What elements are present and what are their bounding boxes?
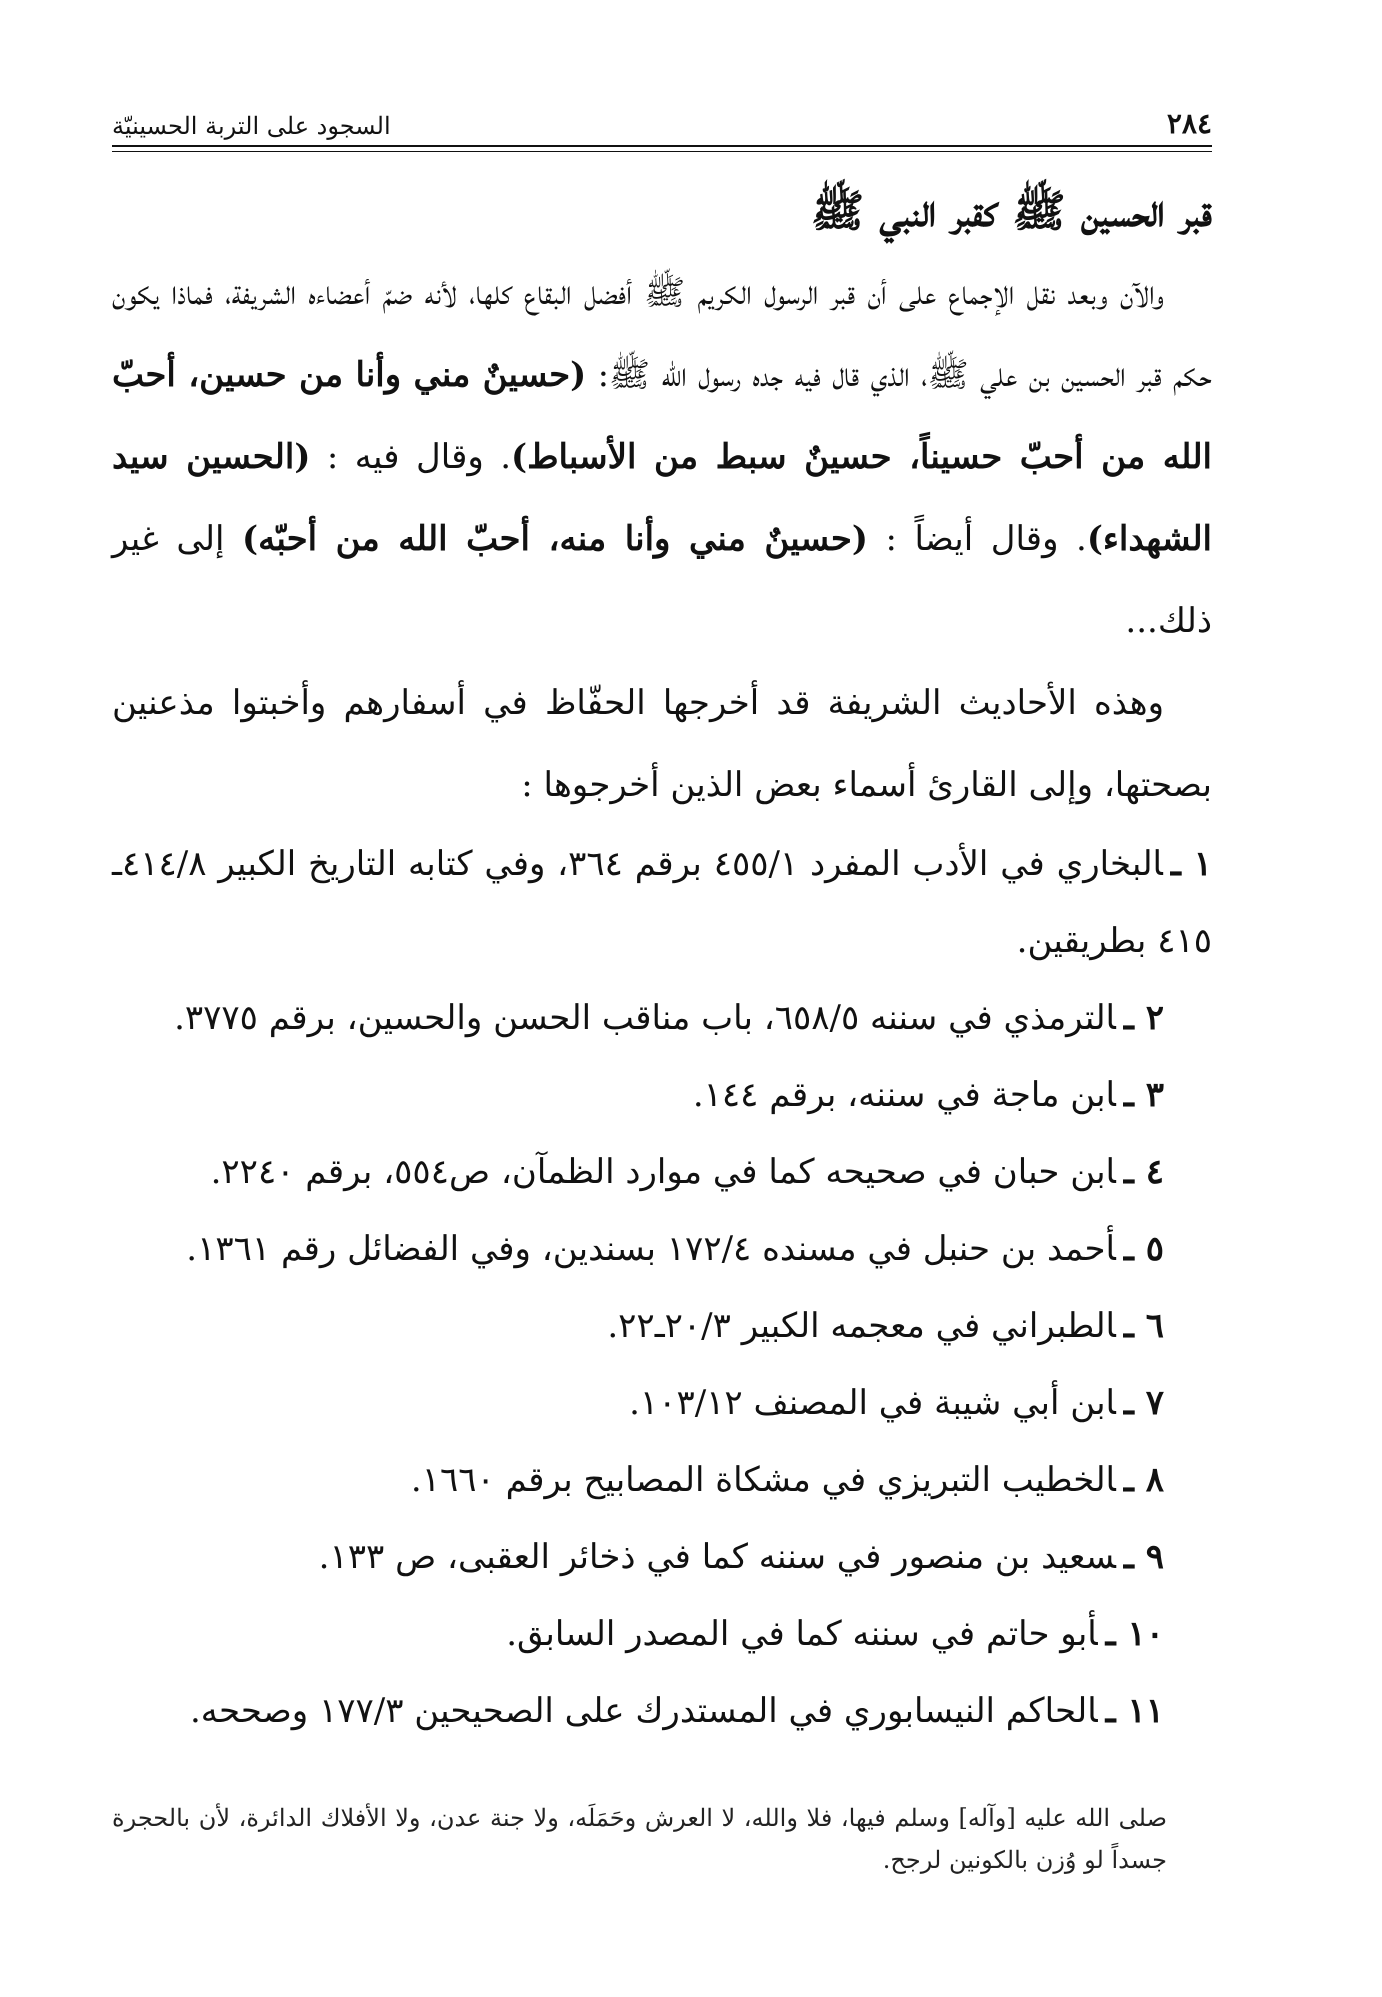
list-item-text: الطبراني في معجمه الكبير ٢٠/٣ـ٢٢.: [607, 1306, 1116, 1346]
list-item-number: ٢ ـ: [1123, 998, 1164, 1038]
list-item-text: الترمذي في سننه ٦٥٨/٥، باب مناقب الحسن والحسين، برقم ٣٧٧٥.: [174, 998, 1116, 1038]
list-item-number: ١ ـ: [1170, 844, 1212, 884]
list-item-number: ٧ ـ: [1123, 1383, 1164, 1423]
list-item-number: ١١ ـ: [1105, 1691, 1164, 1731]
intro-paragraph: [112, 252, 1212, 662]
list-item-number: ٦ ـ: [1123, 1306, 1164, 1346]
list-item: [112, 1442, 1212, 1519]
list-item-number: ٤ ـ: [1123, 1152, 1164, 1192]
list-item: [112, 1673, 1212, 1750]
list-item-number: ٨ ـ: [1123, 1460, 1164, 1500]
list-item: [112, 1057, 1212, 1134]
running-title: السجود على التربة الحسينيّة: [112, 112, 391, 140]
list-item: [112, 1211, 1212, 1288]
list-item-number: ١٠ ـ: [1105, 1614, 1164, 1654]
list-item: [112, 1288, 1212, 1365]
page-body: [112, 172, 1212, 1750]
intro-text-2: . وقال فيه :: [310, 437, 512, 477]
page-number: ٢٨٤: [1166, 107, 1212, 140]
hadith-quote-3: (حسينٌ مني وأنا منه، أحبّ الله من أحبّه): [242, 519, 868, 559]
list-item: [112, 1134, 1212, 1211]
list-item: [112, 1596, 1212, 1673]
list-item-text: ابن ماجة في سننه، برقم ١٤٤.: [692, 1075, 1116, 1115]
hadith-quote-1: (حسينٌ مني وأنا من حسين، أحبّ الله من أحبّ حسيناً، حسينٌ سبط من الأسباط): [112, 355, 1213, 477]
list-item-text: ابن أبي شيبة في المصنف ١٠٣/١٢.: [629, 1383, 1116, 1423]
list-item: [112, 1519, 1212, 1596]
list-item-number: ٥ ـ: [1123, 1229, 1164, 1269]
list-item-number: ٣ ـ: [1123, 1075, 1164, 1115]
list-item: [112, 826, 1212, 980]
list-item-number: ٩ ـ: [1123, 1537, 1164, 1577]
section-title: قبر الحسين ﷺ كقبر النبي ﷺ: [810, 186, 1212, 237]
list-item-text: ابن حبان في صحيحه كما في موارد الظمآن، ص٥٥٤، برقم ٢٢٤٠.: [210, 1152, 1116, 1192]
sources-list: [112, 826, 1212, 1750]
list-item: [112, 980, 1212, 1057]
page-header: [112, 100, 1212, 140]
list-item-text: البخاري في الأدب المفرد ٤٥٥/١ برقم ٣٦٤، وفي كتابه التاريخ الكبير ٤١٤/٨ـ ٤١٥ بطريقين.: [112, 844, 1212, 961]
sources-paragraph: وهذه الأحاديث الشريفة قد أخرجها الحفّاظ في أسفارهم وأخبتوا مذعنين بصحتها، وإلى القارئ أسماء بعض الذين أخرجوها :: [112, 683, 1212, 805]
intro-text-1: والآن وبعد نقل الإجماع على أن قبر الرسول الكريم ﷺ أفضل البقاع كلها، لأنه ضمّ أعضاءه الشريفة، فماذا يكون حكم قبر الحسين بن علي ﷺ، الذي قال فيه جده رسول الله ﷺ:: [112, 273, 1213, 395]
list-item-text: سعيد بن منصور في سننه كما في ذخائر العقبى، ص ١٣٣.: [318, 1537, 1116, 1577]
intro-text-3: . وقال أيضاً :: [867, 519, 1087, 559]
list-item-text: الحاكم النيسابوري في المستدرك على الصحيحين ١٧٧/٣ وصححه.: [189, 1691, 1098, 1731]
intro-text-4: إلى غير ذلك...: [112, 519, 1212, 641]
hadith-quote-2: (الحسين سيد الشهداء): [112, 437, 1213, 559]
list-item-text: الخطيب التبريزي في مشكاة المصابيح برقم ١٦٦٠.: [410, 1460, 1116, 1500]
list-item: [112, 1365, 1212, 1442]
list-item-text: أحمد بن حنبل في مسنده ١٧٢/٤ بسندين، وفي الفضائل رقم ١٣٦١.: [186, 1229, 1116, 1269]
header-rule-thick: [112, 145, 1212, 147]
footnote: صلى الله عليه [وآله] وسلم فيها، فلا والله، لا العرش وحَمَلَه، ولا جنة عدن، ولا الأفلاك الدائرة، لأن بالحجرة جسداً لو وُزن بالكونين لرجح.: [112, 1804, 1167, 1874]
list-item-text: أبو حاتم في سننه كما في المصدر السابق.: [506, 1614, 1098, 1654]
header-rule-thin: [112, 151, 1212, 152]
